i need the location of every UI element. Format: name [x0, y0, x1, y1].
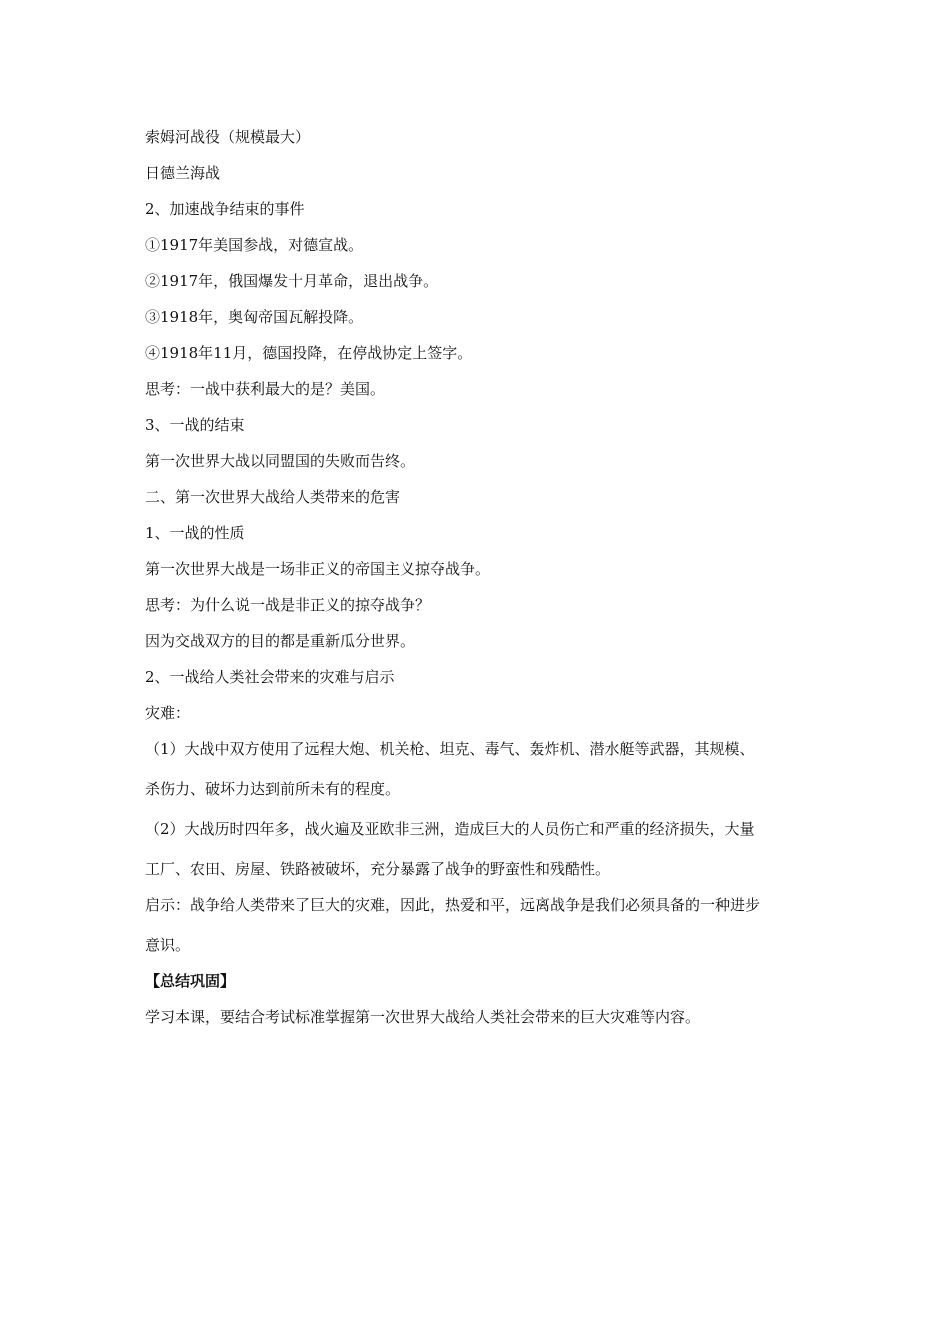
text-line: （2）大战历时四年多，战火遍及亚欧非三洲，造成巨大的人员伤亡和严重的经济损失，大量: [145, 820, 755, 838]
text-line: 灾难：: [145, 704, 191, 722]
text-line: ③1918年，奥匈帝国瓦解投降。: [145, 308, 364, 326]
text-line: 因为交战双方的目的都是重新瓜分世界。: [145, 632, 416, 650]
text-line: ④1918年11月，德国投降，在停战协定上签字。: [145, 344, 473, 362]
text-line: ②1917年，俄国爆发十月革命，退出战争。: [145, 272, 439, 290]
text-line: 思考：一战中获利最大的是？美国。: [145, 380, 386, 398]
text-line: 第一次世界大战是一场非正义的帝国主义掠夺战争。: [145, 560, 491, 578]
text-line: 杀伤力、破坏力达到前所未有的程度。: [145, 780, 401, 798]
section-heading: 1、一战的性质: [145, 524, 245, 542]
text-line: 学习本课，要结合考试标准掌握第一次世界大战给人类社会带来的巨大灾难等内容。: [145, 1008, 701, 1026]
text-line: 第一次世界大战以同盟国的失败而告终。: [145, 452, 416, 470]
text-line: 日德兰海战: [145, 164, 221, 182]
section-heading: 2、一战给人类社会带来的灾难与启示: [145, 668, 395, 686]
text-line: 启示：战争给人类带来了巨大的灾难，因此，热爱和平，远离战争是我们必须具备的一种进步: [145, 896, 761, 914]
text-line: ①1917年美国参战，对德宣战。: [145, 236, 364, 254]
text-line: （1）大战中双方使用了远程大炮、机关枪、坦克、毒气、轰炸机、潜水艇等武器，其规模、: [145, 740, 755, 758]
text-line: 索姆河战役（规模最大）: [145, 128, 311, 146]
section-heading: 2、加速战争结束的事件: [145, 200, 305, 218]
summary-heading: 【总结巩固】: [145, 972, 236, 990]
text-line: 工厂、农田、房屋、铁路被破坏，充分暴露了战争的野蛮性和残酷性。: [145, 860, 611, 878]
text-line: 思考：为什么说一战是非正义的掠夺战争？: [145, 596, 431, 614]
section-heading: 二、第一次世界大战给人类带来的危害: [145, 488, 401, 506]
text-line: 意识。: [145, 936, 191, 954]
section-heading: 3、一战的结束: [145, 416, 245, 434]
